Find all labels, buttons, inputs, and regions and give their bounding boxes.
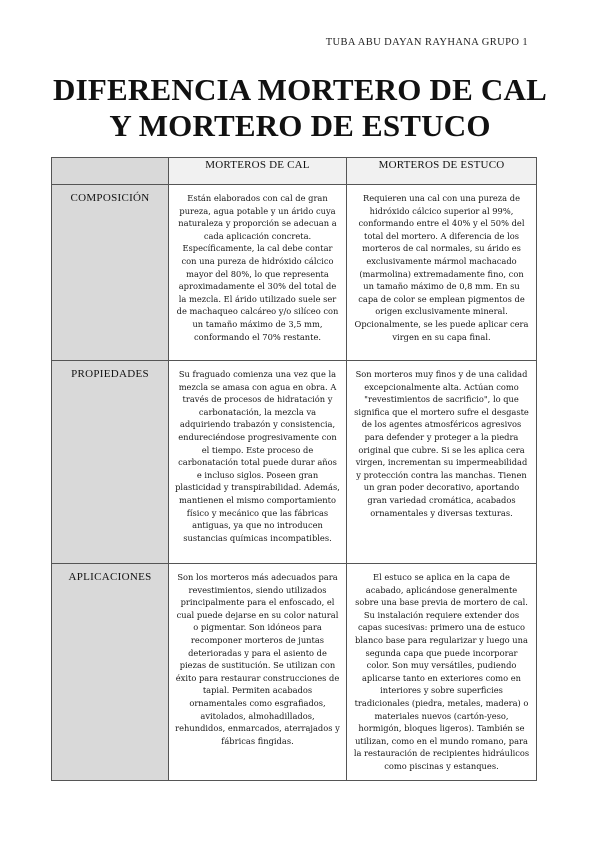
column-header-cal: MORTEROS DE CAL bbox=[169, 158, 347, 185]
cell-cal-aplicaciones: Son los morteros más adecuados para revestimientos, siendo utilizados principalmente para el enfoscado, el cual puede dejarse en su color natural o pigmentar. Son idóneos para recomponer morteros de juntas deterioradas y para el asiento de piezas de sustitución. Se utilizan con éxito para restaurar construcciones de tapial. Permiten acabados ornamentales como esgrafiados, avitolados, almohadillados, rehundidos, enmarcados, aterrajados y fábricas fingidas. bbox=[169, 564, 347, 781]
table-row-composicion bbox=[52, 185, 537, 361]
table-row-propiedades bbox=[52, 361, 537, 564]
cell-cal-composicion: Están elaborados con cal de gran pureza, agua potable y un árido cuya naturaleza y proporción se adecuan a cada aplicación concreta. Específicamente, la cal debe contar con una pureza de hidróxido cálcico mayor del 80%, lo que representa aproximadamente el 30% del total de la mezcla. El árido utilizado suele ser de machaqueo calcáreo y/o silíceo con un tamaño máximo de 3,5 mm, conformando el 70% restante. bbox=[169, 185, 347, 361]
title-line-1: DIFERENCIA MORTERO DE CAL bbox=[53, 72, 547, 107]
cell-estuco-composicion: Requieren una cal con una pureza de hidróxido cálcico superior al 99%, conformando entre el 40% y el 50% del total del mortero. A diferencia de los morteros de cal normales, su árido es exclusivamente mármol machacado (marmolina) extremadamente fino, con un tamaño máximo de 0,8 mm. En su capa de color se emplean pigmentos de origen exclusivamente mineral. Opcionalmente, se les puede aplicar cera virgen en su capa final. bbox=[347, 185, 537, 361]
row-label: APLICACIONES bbox=[52, 564, 169, 781]
cell-estuco-aplicaciones: El estuco se aplica en la capa de acabado, aplicándose generalmente sobre una base previa de mortero de cal. Su instalación requiere extender dos capas sucesivas: primero una de estuco blanco base para regularizar y luego una segunda capa que puede incorporar color. Son muy versátiles, pudiendo aplicarse tanto en exteriores como en interiores y sobre superficies tradicionales (piedra, metales, madera) o materiales nuevos (cartón-yeso, hormigón, bloques ligeros). También se utilizan, como en el mundo romano, para la restauración de recipientes hidráulicos como piscinas y estanques. bbox=[347, 564, 537, 781]
title-line-2: Y MORTERO DE ESTUCO bbox=[109, 108, 491, 143]
page-title bbox=[40, 72, 560, 144]
cell-cal-propiedades: Su fraguado comienza una vez que la mezcla se amasa con agua en obra. A través de procesos de hidratación y carbonatación, la mezcla va adquiriendo trabazón y consistencia, endureciéndose progresivamente con el tiempo. Este proceso de carbonatación total puede durar años e incluso siglos. Poseen gran plasticidad y transpirabilidad. Además, mantienen el mismo comportamiento físico y mecánico que las fábricas antiguas, ya que no introducen sustancias químicas incompatibles. bbox=[169, 361, 347, 564]
row-label: PROPIEDADES bbox=[52, 361, 169, 564]
header-corner-cell bbox=[52, 158, 169, 185]
table-header-row bbox=[52, 158, 537, 185]
comparison-table bbox=[51, 157, 537, 781]
author-header: TUBA ABU DAYAN RAYHANA GRUPO 1 bbox=[325, 37, 528, 48]
row-label: COMPOSICIÓN bbox=[52, 185, 169, 361]
table-row-aplicaciones bbox=[52, 564, 537, 781]
column-header-estuco: MORTEROS DE ESTUCO bbox=[347, 158, 537, 185]
cell-estuco-propiedades: Son morteros muy finos y de una calidad excepcionalmente alta. Actúan como "revestimientos de sacrificio", lo que significa que el mortero sufre el desgaste de los agentes atmosféricos agresivos para defender y proteger a la piedra original que cubre. Si se les aplica cera virgen, incrementan su impermeabilidad y protección contra las manchas. Tienen un gran poder decorativo, aportando gran variedad cromática, acabados ornamentales y diversas texturas. bbox=[347, 361, 537, 564]
